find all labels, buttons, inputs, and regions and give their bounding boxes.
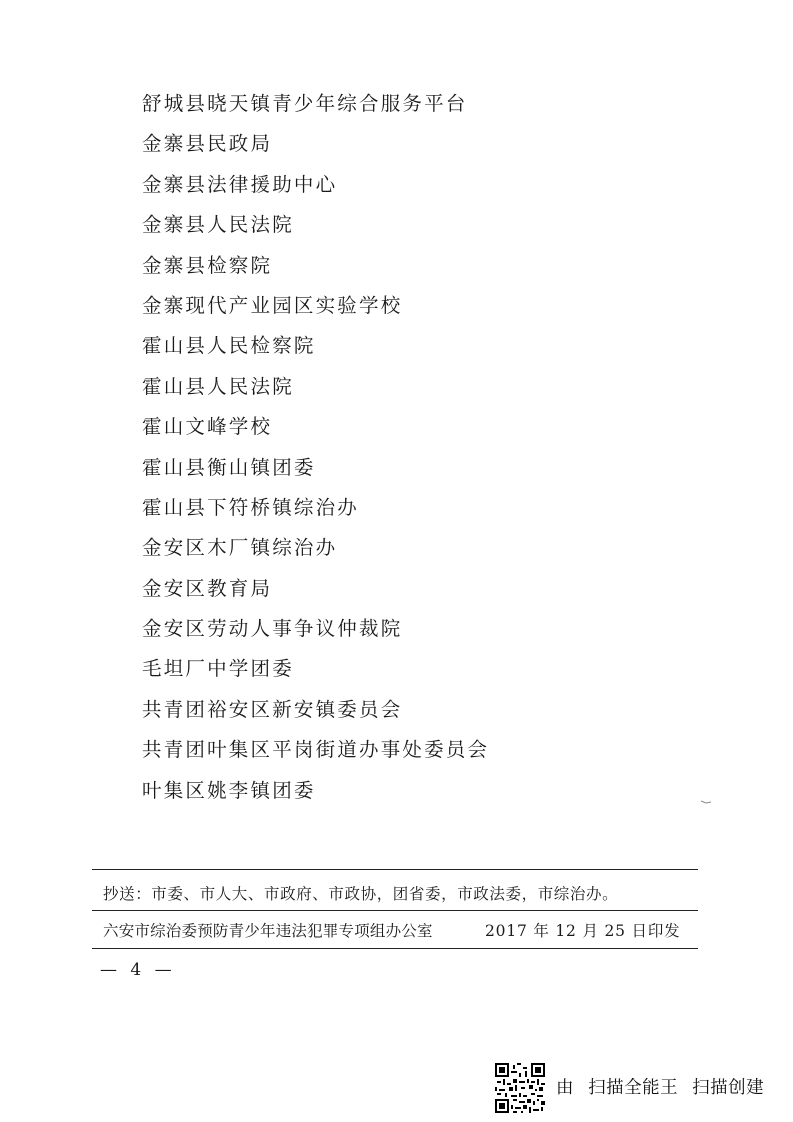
recipient-item: 金安区劳动人事争议仲裁院 <box>142 617 403 641</box>
recipient-item: 金寨县检察院 <box>142 253 273 277</box>
scan-speck-mark <box>700 800 712 804</box>
recipient-item: 金寨现代产业园区实验学校 <box>142 293 403 317</box>
recipient-item: 共青团叶集区平岗街道办事处委员会 <box>142 738 490 762</box>
recipient-item: 金安区教育局 <box>142 576 273 600</box>
recipient-item: 叶集区姚李镇团委 <box>142 778 316 802</box>
watermark-prefix: 由 <box>556 1078 574 1098</box>
recipient-item: 金寨县法律援助中心 <box>142 172 338 196</box>
cc-bottom-rule <box>92 910 698 911</box>
qr-code-icon <box>495 1063 545 1113</box>
issuer-office: 六安市综治委预防青少年违法犯罪专项组办公室 <box>103 922 433 940</box>
watermark-app-name: 扫描全能王 <box>588 1078 679 1098</box>
recipient-item: 共青团裕安区新安镇委员会 <box>142 697 403 721</box>
page-number: — 4 — <box>100 960 176 980</box>
recipient-item: 霍山县人民法院 <box>142 374 294 398</box>
cc-line: 抄送：市委、市人大、市政府、市政协，团省委，市政法委，市综治办。 <box>103 885 619 903</box>
recipient-list <box>142 84 489 811</box>
watermark-suffix: 扫描创建 <box>692 1078 765 1098</box>
recipient-item: 金寨县民政局 <box>142 132 273 156</box>
recipient-item: 金安区木厂镇综治办 <box>142 536 338 560</box>
scanner-watermark <box>556 1074 764 1099</box>
recipient-item: 霍山县衡山镇团委 <box>142 455 316 479</box>
recipient-item: 毛坦厂中学团委 <box>142 657 294 681</box>
recipient-item: 霍山县下符桥镇综治办 <box>142 495 360 519</box>
cc-top-rule <box>92 869 698 870</box>
recipient-item: 霍山县人民检察院 <box>142 334 316 358</box>
recipient-item: 舒城县晓天镇青少年综合服务平台 <box>142 92 468 115</box>
recipient-item: 金寨县人民法院 <box>142 213 294 237</box>
recipient-item: 霍山文峰学校 <box>142 415 273 439</box>
issuer-bottom-rule <box>92 948 698 949</box>
issue-date: 2017 年 12 月 25 日印发 <box>485 922 681 940</box>
